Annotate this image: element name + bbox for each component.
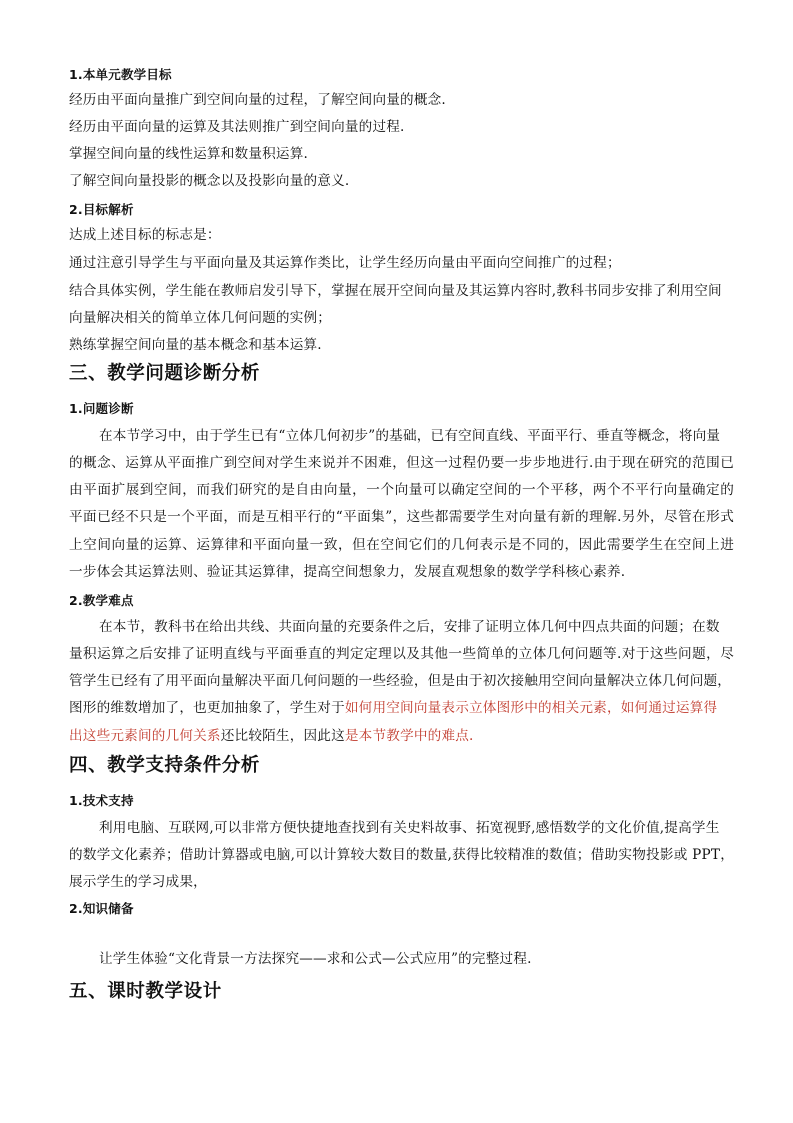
subheading-unit-goals: 1.本单元教学目标 <box>69 67 172 82</box>
highlighted-text: 如何用空间向量表示立体图形中的相关元素，如何通过运算得 <box>344 700 718 716</box>
text-line: 达成上述目标的标志是： <box>69 227 221 243</box>
text-line: 经历由平面向量推广到空间向量的过程，了解空间向量的概念. <box>69 92 446 108</box>
text-line: 经历由平面向量的运算及其法则推广到空间向量的过程. <box>69 119 405 135</box>
paragraph-line: 上空间向量的运算、运算律和平面向量一致，但在空间它们的几何表示是不同的，因此需要学生在空间上进 <box>69 537 734 553</box>
section-heading-4: 四、教学支持条件分析 <box>69 755 261 776</box>
highlighted-text: 出这些元素间的几何关系 <box>69 728 221 744</box>
paragraph-line: 让学生体验“文化背景一方法探究——求和公式—公式应用”的完整过程. <box>99 951 532 967</box>
paragraph-line: 在本节学习中，由于学生已有“立体几何初步”的基础，已有空间直线、平面平行、垂直等概念，将向量 <box>99 428 721 444</box>
text-line: 通过注意引导学生与平面向量及其运算作类比，让学生经历向量由平面向空间推广的过程； <box>69 255 621 271</box>
subheading-knowledge-reserve: 2.知识储备 <box>69 901 134 916</box>
paragraph-line: 一步体会其运算法则、验证其运算律，提高空间想象力，发展直观想象的数学学科核心素养. <box>69 564 626 580</box>
paragraph-line: 量积运算之后安排了证明直线与平面垂直的判定定理以及其他一些简单的立体几何问题等.对于这些问题，尽 <box>69 646 734 662</box>
paragraph-line <box>69 699 717 717</box>
text-line: 掌握空间向量的线性运算和数量积运算. <box>69 146 309 162</box>
paragraph-line: 的概念、运算从平面推广到空间对学生来说并不困难，但这一过程仍要一步步地进行.由于现在研究的范围已 <box>69 455 734 471</box>
highlighted-text: 是本节教学中的难点. <box>344 728 474 744</box>
paragraph-line <box>69 727 474 745</box>
text-line: 结合具体实例，学生能在教师启发引导下，掌握在展开空间向量及其运算内容时,教科书同步安排了利用空间 <box>69 283 722 299</box>
paragraph-line: 由平面扩展到空间，而我们研究的是自由向量，一个向量可以确定空间的一个平移，两个不平行向量确定的 <box>69 482 734 498</box>
text-line: 向量解决相关的简单立体几何问题的实例； <box>69 310 332 326</box>
paragraph-line: 利用电脑、互联网,可以非常方便快捷地查找到有关史料故事、拓宽视野,感悟数学的文化价值,提高学生 <box>99 820 720 836</box>
text-run: 图形的维数增加了，也更加抽象了，学生对于 <box>69 700 345 716</box>
paragraph-line: 管学生已经有了用平面向量解决平面几何问题的一些经验，但是由于初次接触用空间向量解决立体几何问题， <box>69 673 732 689</box>
subheading-problem-diagnosis: 1.问题诊断 <box>69 401 134 416</box>
subheading-goal-analysis: 2.目标解析 <box>69 202 134 217</box>
subheading-tech-support: 1.技术支持 <box>69 793 134 808</box>
paragraph-line: 在本节，教科书在给出共线、共面向量的充要条件之后，安排了证明立体几何中四点共面的问题；在数 <box>99 619 720 635</box>
section-heading-3: 三、教学问题诊断分析 <box>69 363 261 384</box>
text-run: 还比较陌生，因此这 <box>220 728 345 744</box>
text-line: 熟练掌握空间向量的基本概念和基本运算. <box>69 337 322 353</box>
paragraph-line: 展示学生的学习成果， <box>69 874 207 890</box>
section-heading-5: 五、课时教学设计 <box>69 981 222 1002</box>
paragraph-line: 的数学文化素养；借助计算器或电脑,可以计算较大数目的数量,获得比较精准的数值；借助实物投影或 PPT， <box>69 847 734 863</box>
subheading-teaching-difficulty: 2.教学难点 <box>69 593 134 608</box>
paragraph-line: 平面已经不只是一个平面，而是互相平行的“平面集”，这些都需要学生对向量有新的理解.另外，尽管在形式 <box>69 509 734 525</box>
text-line: 了解空间向量投影的概念以及投影向量的意义. <box>69 173 350 189</box>
